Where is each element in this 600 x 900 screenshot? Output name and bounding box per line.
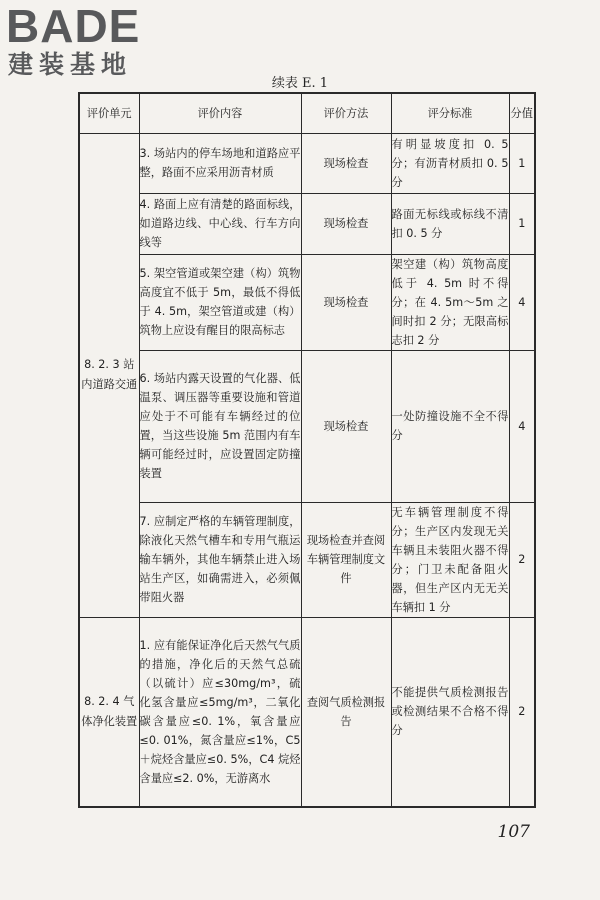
unit-cell: 8. 2. 3 站内道路交通 bbox=[79, 133, 139, 617]
header-unit: 评价单元 bbox=[79, 93, 139, 133]
score-cell: 2 bbox=[509, 502, 535, 617]
score-cell: 1 bbox=[509, 193, 535, 254]
evaluation-table bbox=[78, 92, 536, 808]
logo-subtitle: 建装基地 bbox=[8, 50, 133, 79]
standard-cell: 无车辆管理制度不得分；生产区内发现无关车辆且未装阻火器不得分；门卫未配备阻火器，但生产区内无无关车辆扣 1 分 bbox=[391, 502, 509, 617]
content-cell: 5. 架空管道或架空建（构）筑物高度宜不低于 5m，最低不得低于 4. 5m，架空管道或建（构）筑物上应设有醒目的限高标志 bbox=[139, 254, 301, 350]
content-cell: 6. 场站内露天设置的气化器、低温泵、调压器等重要设施和管道应处于不可能有车辆经过的位置，当这些设施 5m 范围内有车辆可能经过时，应设置固定防撞装置 bbox=[139, 350, 301, 502]
content-cell: 4. 路面上应有清楚的路面标线，如道路边线、中心线、行车方向线等 bbox=[139, 193, 301, 254]
table-row bbox=[79, 254, 535, 350]
header-standard: 评分标准 bbox=[391, 93, 509, 133]
page-number: 107 bbox=[497, 822, 530, 842]
method-cell: 查阅气质检测报告 bbox=[301, 617, 391, 807]
score-cell: 4 bbox=[509, 254, 535, 350]
table-row bbox=[79, 133, 535, 193]
header-method: 评价方法 bbox=[301, 93, 391, 133]
standard-cell: 架空建（构）筑物高度低于 4. 5m 时不得分；在 4. 5m～5m 之间时扣 2 分；无限高标志扣 2 分 bbox=[391, 254, 509, 350]
header-score: 分值 bbox=[509, 93, 535, 133]
content-cell: 3. 场站内的停车场地和道路应平整，路面不应采用沥青材质 bbox=[139, 133, 301, 193]
table-row bbox=[79, 350, 535, 502]
unit-cell: 8. 2. 4 气体净化装置 bbox=[79, 617, 139, 807]
standard-cell: 路面无标线或标线不清扣 0. 5 分 bbox=[391, 193, 509, 254]
method-cell: 现场检查并查阅车辆管理制度文件 bbox=[301, 502, 391, 617]
method-cell: 现场检查 bbox=[301, 350, 391, 502]
header-content: 评价内容 bbox=[139, 93, 301, 133]
score-cell: 1 bbox=[509, 133, 535, 193]
method-cell: 现场检查 bbox=[301, 133, 391, 193]
standard-cell: 一处防撞设施不全不得分 bbox=[391, 350, 509, 502]
table-caption: 续表 E. 1 bbox=[271, 76, 329, 91]
method-cell: 现场检查 bbox=[301, 254, 391, 350]
method-cell: 现场检查 bbox=[301, 193, 391, 254]
standard-cell: 不能提供气质检测报告或检测结果不合格不得分 bbox=[391, 617, 509, 807]
bade-logo bbox=[6, 2, 176, 80]
score-cell: 4 bbox=[509, 350, 535, 502]
content-cell: 1. 应有能保证净化后天然气气质的措施，净化后的天然气总硫（以硫计）应≤30mg/m³，硫化氢含量应≤5mg/m³，二氧化碳含量应≤0. 1%，氧含量应≤0. 01%，氮含量应≤1%，C5＋烷烃含量应≤0. 5%，C4 烷烃含量应≤2. 0%，无游离水 bbox=[139, 617, 301, 807]
logo-wordmark: BADE bbox=[6, 0, 141, 52]
content-cell: 7. 应制定严格的车辆管理制度，除液化天然气槽车和专用气瓶运输车辆外，其他车辆禁止进入场站生产区，如确需进入，必须佩带阻火器 bbox=[139, 502, 301, 617]
table-header-row bbox=[79, 93, 535, 133]
table-row bbox=[79, 617, 535, 807]
score-cell: 2 bbox=[509, 617, 535, 807]
table-row bbox=[79, 193, 535, 254]
table-row bbox=[79, 502, 535, 617]
standard-cell: 有明显坡度扣 0. 5 分；有沥青材质扣 0. 5 分 bbox=[391, 133, 509, 193]
